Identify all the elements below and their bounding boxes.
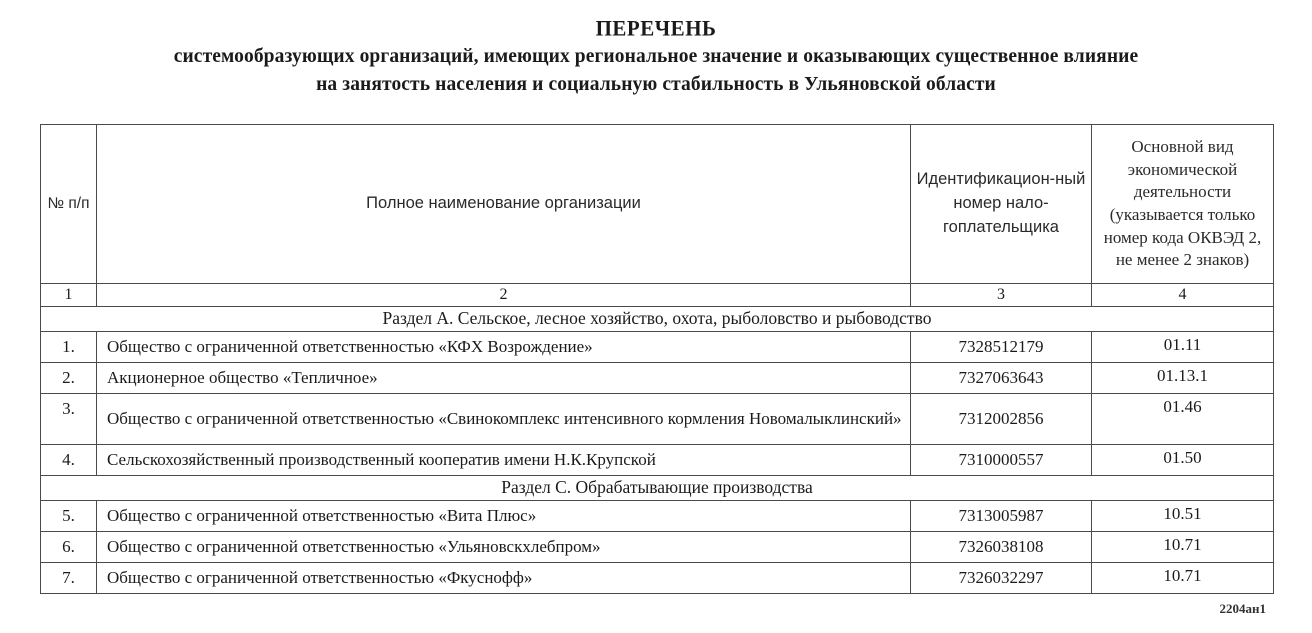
row-number: 5. [41,501,97,532]
okved-code: 10.51 [1092,501,1274,532]
row-number: 7. [41,563,97,594]
row-number: 6. [41,532,97,563]
tax-id: 7313005987 [911,501,1092,532]
organization-name: Общество с ограниченной ответственностью «Свинокомплекс интенсивного кормления Новомалыклинский» [97,394,911,445]
section-row [41,476,1274,501]
row-number: 2. [41,363,97,394]
column-number: 3 [911,284,1092,307]
tax-id: 7312002856 [911,394,1092,445]
section-row [41,307,1274,332]
section-title: Раздел А. Сельское, лесное хозяйство, охота, рыболовство и рыбоводство [41,307,1274,332]
header-tax-id: Идентификацион-ный номер нало-гоплательщика [911,125,1092,284]
header-organization-name: Полное наименование организации [97,125,911,284]
column-numbers-row [41,284,1274,307]
document-code-stamp: 2204ан1 [1219,601,1266,616]
column-number: 1 [41,284,97,307]
okved-code: 10.71 [1092,532,1274,563]
tax-id: 7328512179 [911,332,1092,363]
table-row [41,363,1274,394]
table-row [41,394,1274,445]
row-number: 3. [41,394,97,445]
organization-name: Общество с ограниченной ответственностью «Фкуснофф» [97,563,911,594]
okved-code: 10.71 [1092,563,1274,594]
header-okved: Основной вид экономической деятельности (указывается только номер кода ОКВЭД 2, не менее 2 знаков) [1092,125,1274,284]
row-number: 1. [41,332,97,363]
okved-code: 01.11 [1092,332,1274,363]
okved-code: 01.46 [1092,394,1274,445]
organization-name: Общество с ограниченной ответственностью «КФХ Возрождение» [97,332,911,363]
header-number: № п/п [41,125,97,284]
table-row [41,563,1274,594]
document-subtitle-line-1: системообразующих организаций, имеющих региональное значение и оказывающих существенное влияние [173,46,1139,67]
row-number: 4. [41,445,97,476]
column-number: 4 [1092,284,1274,307]
tax-id: 7326032297 [911,563,1092,594]
organizations-table [40,124,1274,594]
organization-name: Акционерное общество «Тепличное» [97,363,911,394]
document-title: ПЕРЕЧЕНЬ [595,15,717,41]
tax-id: 7327063643 [911,363,1092,394]
table-row [41,532,1274,563]
organization-name: Сельскохозяйственный производственный кооператив имени Н.К.Крупской [97,445,911,476]
table-row [41,445,1274,476]
document-subtitle-line-2: на занятость населения и социальную стабильность в Ульяновской области [316,74,996,95]
tax-id: 7310000557 [911,445,1092,476]
table-row [41,501,1274,532]
column-number: 2 [97,284,911,307]
okved-code: 01.13.1 [1092,363,1274,394]
organization-name: Общество с ограниченной ответственностью «Ульяновскхлебпром» [97,532,911,563]
section-title: Раздел С. Обрабатывающие производства [41,476,1274,501]
okved-code: 01.50 [1092,445,1274,476]
table-header-row [41,125,1274,284]
tax-id: 7326038108 [911,532,1092,563]
organization-name: Общество с ограниченной ответственностью «Вита Плюс» [97,501,911,532]
table-row [41,332,1274,363]
